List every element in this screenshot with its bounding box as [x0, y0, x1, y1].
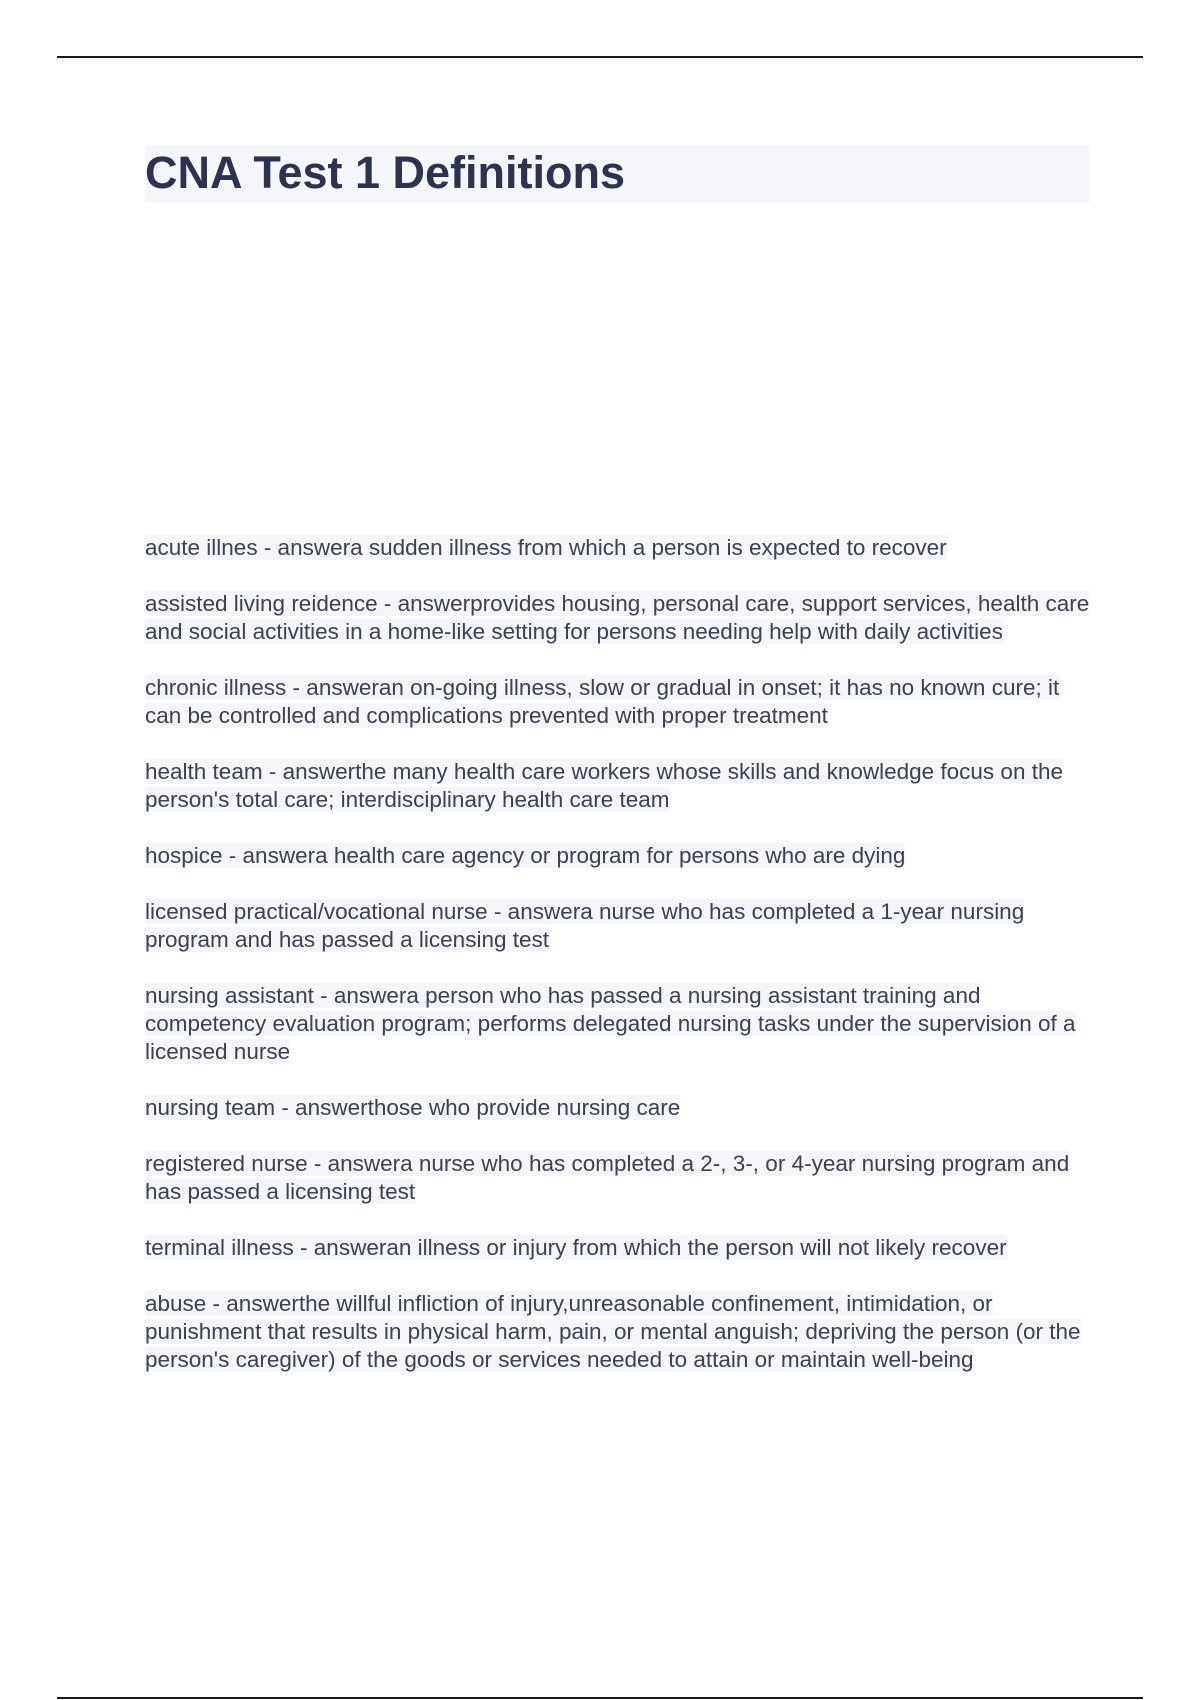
top-rule [57, 56, 1143, 58]
definitions-list [145, 534, 1090, 1402]
definition-text: nursing assistant - answera person who has passed a nursing assistant training and competency evaluation program; performs delegated nursing tasks under the supervision of a licensed nurse [145, 983, 1076, 1064]
definition-item [145, 534, 1090, 562]
definition-item [145, 1234, 1090, 1262]
definition-item [145, 982, 1090, 1066]
definition-text: acute illnes - answera sudden illness from which a person is expected to recover [145, 535, 947, 560]
definition-text: chronic illness - answeran on-going illness, slow or gradual in onset; it has no known cure; it can be controlled and complications prevented with proper treatment [145, 675, 1060, 728]
definition-item [145, 1150, 1090, 1206]
definition-text: nursing team - answerthose who provide nursing care [145, 1095, 681, 1120]
definition-item [145, 590, 1090, 646]
definition-text: terminal illness - answeran illness or injury from which the person will not likely recover [145, 1235, 1007, 1260]
definition-item [145, 842, 1090, 870]
definition-item [145, 898, 1090, 954]
definition-item [145, 1094, 1090, 1122]
definition-item [145, 674, 1090, 730]
definition-item [145, 758, 1090, 814]
definition-text: abuse - answerthe willful infliction of injury,unreasonable confinement, intimidation, or punishment that results in physical harm, pain, or mental anguish; depriving the person (or the person's caregiver) of the goods or services needed to attain or maintain well-being [145, 1291, 1081, 1372]
page-title: CNA Test 1 Definitions [145, 147, 626, 198]
definition-text: health team - answerthe many health care workers whose skills and knowledge focus on the person's total care; interdisciplinary health care team [145, 759, 1063, 812]
definition-text: hospice - answera health care agency or program for persons who are dying [145, 843, 906, 868]
bottom-rule [57, 1697, 1143, 1699]
definition-item [145, 1290, 1090, 1374]
definition-text: registered nurse - answera nurse who has completed a 2-, 3-, or 4-year nursing program and has passed a licensing test [145, 1151, 1070, 1204]
definition-text: assisted living reidence - answerprovides housing, personal care, support services, health care and social activities in a home-like setting for persons needing help with daily activities [145, 591, 1090, 644]
definition-text: licensed practical/vocational nurse - answera nurse who has completed a 1-year nursing program and has passed a licensing test [145, 899, 1025, 952]
